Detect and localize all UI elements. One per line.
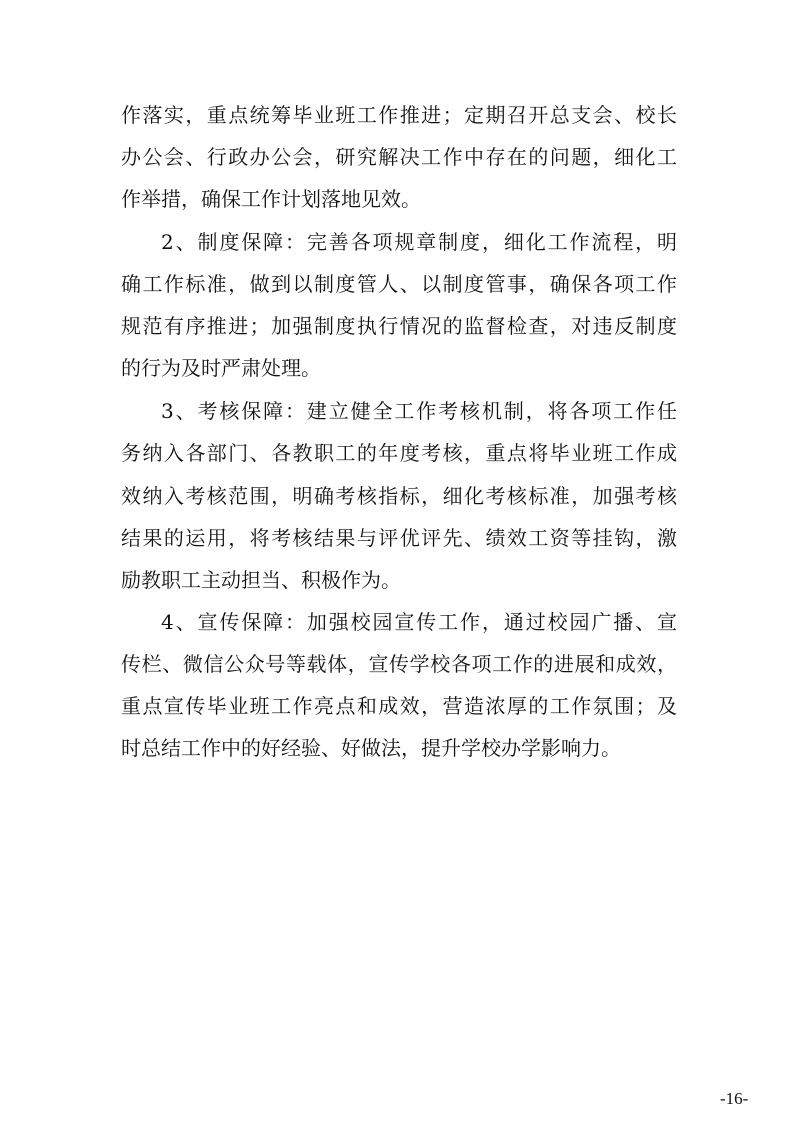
paragraph-2-line-4: 的行为及时严肃处理。 [121, 356, 321, 380]
page-number: -16- [720, 1089, 749, 1108]
paragraph-3-line-2: 务纳入各部门、各教职工的年度考核，重点将毕业班工作成 [121, 441, 677, 465]
paragraph-1-line-2: 办公会、行政办公会，研究解决工作中存在的问题，细化工 [121, 145, 677, 169]
paragraph-2-line-2: 确工作标准，做到以制度管人、以制度管事，确保各项工作 [121, 272, 677, 296]
paragraph-4-line-2: 传栏、微信公众号等载体，宣传学校各项工作的进展和成效， [121, 652, 677, 676]
paragraph-2-line-1: 2、制度保障：完善各项规章制度，细化工作流程，明 [161, 230, 677, 254]
paragraph-4-line-1: 4、宣传保障：加强校园宣传工作，通过校园广播、宣 [161, 610, 677, 634]
paragraph-4-line-4: 时总结工作中的好经验、好做法，提升学校办学影响力。 [121, 736, 621, 760]
paragraph-3-line-4: 结果的运用，将考核结果与评优评先、绩效工资等挂钩，激 [121, 526, 677, 550]
paragraph-3-line-3: 效纳入考核范围，明确考核指标，细化考核标准，加强考核 [121, 484, 677, 508]
paragraph-3-line-5: 励教职工主动担当、积极作为。 [121, 568, 401, 592]
paragraph-1-line-3: 作举措，确保工作计划落地见效。 [121, 187, 421, 211]
paragraph-4-line-3: 重点宣传毕业班工作亮点和成效，营造浓厚的工作氛围；及 [121, 694, 677, 718]
paragraph-1-line-1: 作落实，重点统筹毕业班工作推进；定期召开总支会、校长 [121, 103, 677, 127]
paragraph-3-line-1: 3、考核保障：建立健全工作考核机制，将各项工作任 [161, 399, 677, 423]
paragraph-2-line-3: 规范有序推进；加强制度执行情况的监督检查，对违反制度 [121, 314, 677, 338]
